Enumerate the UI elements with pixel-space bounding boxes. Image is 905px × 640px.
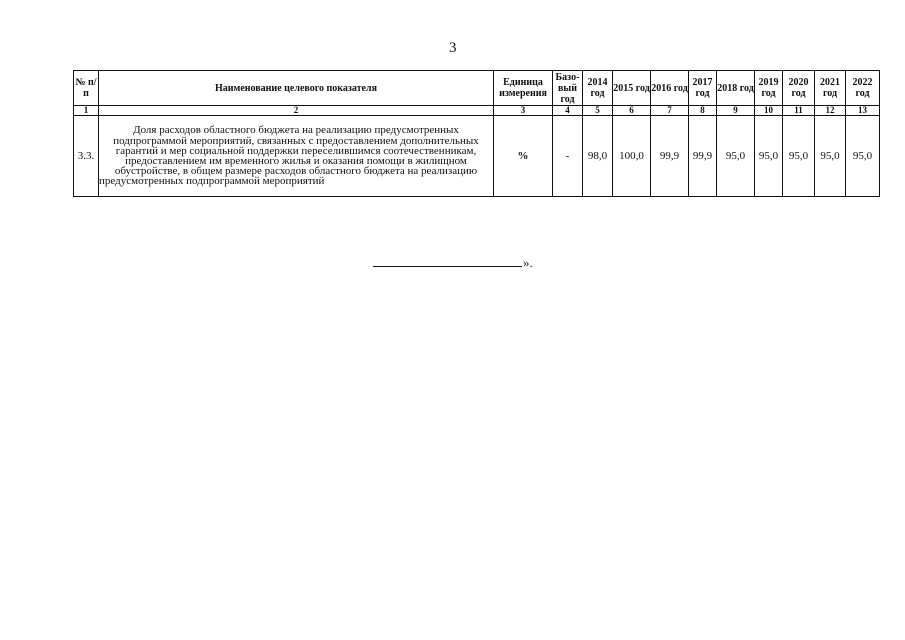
column-number: 4: [553, 106, 583, 116]
indicator-value: 98,0: [583, 116, 613, 197]
indicator-value: 99,9: [651, 116, 689, 197]
header-year: 2022 год: [846, 71, 880, 106]
header-unit: Единица измерения: [494, 71, 553, 106]
column-number: 13: [846, 106, 880, 116]
target-indicators-table: [73, 70, 880, 197]
column-number: 2: [99, 106, 494, 116]
header-year: 2015 год: [613, 71, 651, 106]
table-header-row: [74, 71, 880, 106]
header-year: 2020 год: [783, 71, 815, 106]
column-number-row: [74, 106, 880, 116]
column-number: 6: [613, 106, 651, 116]
closing-line: [373, 256, 533, 270]
header-base-year: Базо-вый год: [553, 71, 583, 106]
indicator-value: 99,9: [689, 116, 717, 197]
indicator-value: 100,0: [613, 116, 651, 197]
indicator-value: 95,0: [755, 116, 783, 197]
column-number: 5: [583, 106, 613, 116]
header-year: 2021 год: [815, 71, 846, 106]
header-year: 2018 год: [717, 71, 755, 106]
column-number: 10: [755, 106, 783, 116]
column-number: 1: [74, 106, 99, 116]
page-number: 3: [449, 40, 457, 56]
column-number: 3: [494, 106, 553, 116]
indicator-value: 95,0: [717, 116, 755, 197]
column-number: 7: [651, 106, 689, 116]
header-year: 2017 год: [689, 71, 717, 106]
header-year: 2019 год: [755, 71, 783, 106]
header-year: 2014 год: [583, 71, 613, 106]
closing-quote: ».: [523, 255, 533, 270]
column-number: 8: [689, 106, 717, 116]
header-year: 2016 год: [651, 71, 689, 106]
column-number: 12: [815, 106, 846, 116]
table-row: [74, 116, 880, 197]
header-num: № п/п: [74, 71, 99, 106]
row-num: 3.3.: [74, 116, 99, 197]
indicator-base-year: -: [553, 116, 583, 197]
header-name: Наименование целевого показателя: [99, 71, 494, 106]
indicator-value: 95,0: [846, 116, 880, 197]
indicator-name: Доля расходов областного бюджета на реализацию предусмотренных подпрограммой мероприятий, связанных с предоставлением дополнительных гарантий и мер социальной поддержки переселившимся соотечественникам, предоставлением им временного жилья и оказания помощи в жилищном обустройстве, в общем размере расходов областного бюджета на реализацию предусмотренных подпрограммой мероприятий: [99, 116, 494, 197]
indicator-value: 95,0: [815, 116, 846, 197]
indicator-value: 95,0: [783, 116, 815, 197]
indicator-unit: %: [494, 116, 553, 197]
column-number: 11: [783, 106, 815, 116]
column-number: 9: [717, 106, 755, 116]
blank-line: [373, 266, 522, 267]
